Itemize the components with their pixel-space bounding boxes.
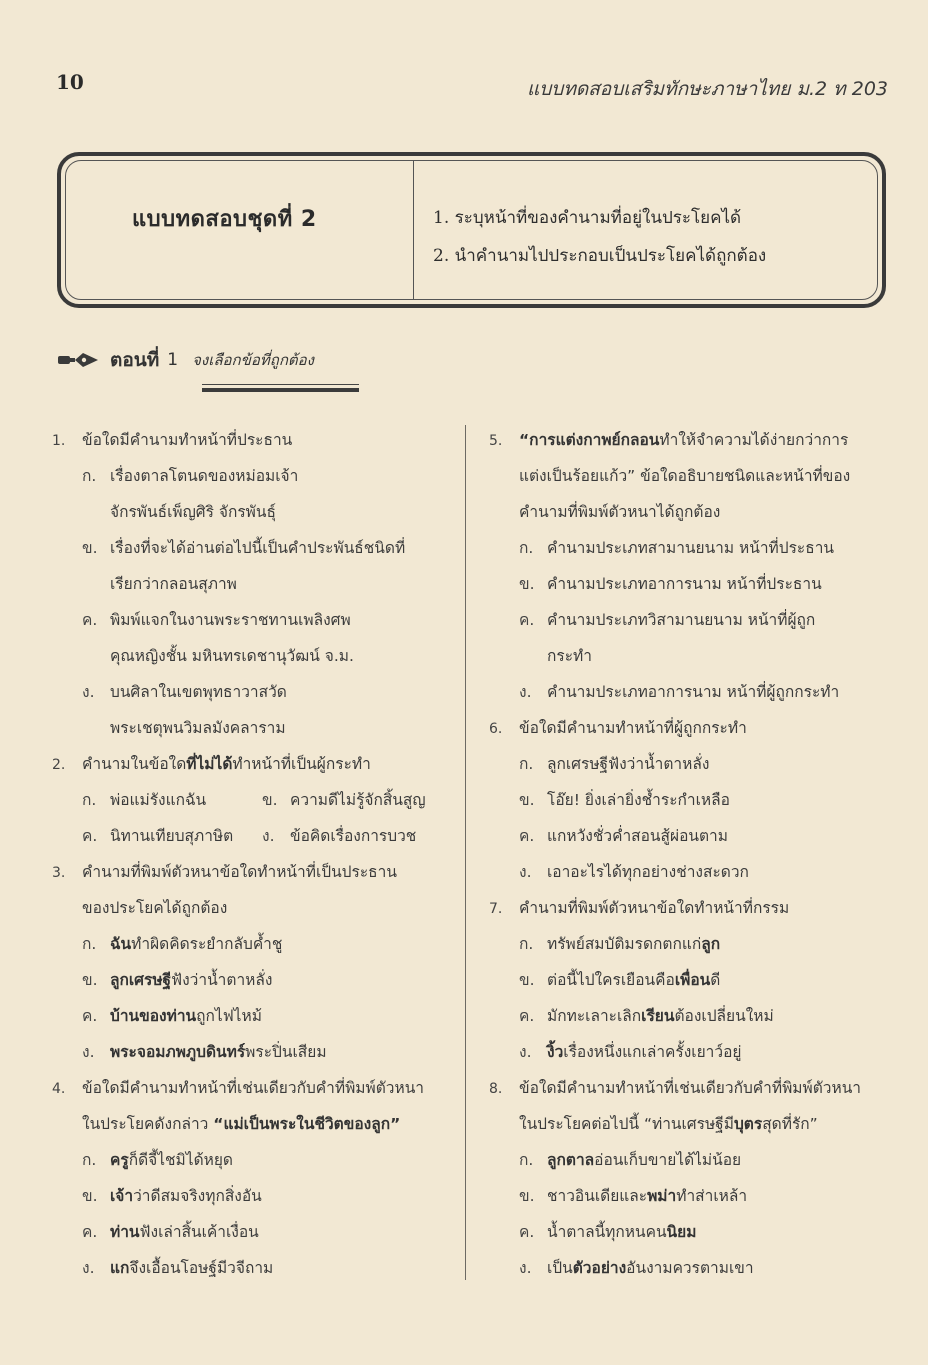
question-stem: 5. “การแต่งกาพย์กลอนทำให้จำความได้ง่ายกว่าการ	[489, 431, 849, 449]
choice-option[interactable]: ก. พ่อแม่รังแกฉัน	[82, 791, 207, 809]
objective-item: 2. นำคำนามไปประกอบเป็นประโยคได้ถูกต้อง	[433, 246, 767, 266]
choice-option[interactable]: ง. งิ้วเรื่องหนึ่งแกเล่าครั้งเยาว์อยู่	[519, 1043, 742, 1061]
question-stem: 3. คำนามที่พิมพ์ตัวหนาข้อใดทำหน้าที่เป็นประธาน	[52, 863, 397, 881]
choice-continuation: จักรพันธ์เพ็ญศิริ จักรพันธุ์	[110, 503, 276, 521]
choice-option[interactable]: ง. แกจึงเอื้อนโอษฐ์มีวจีถาม	[82, 1259, 274, 1277]
question-stem-continuation: ในประโยคดังกล่าว “แม่เป็นพระในชีวิตของลูก”	[82, 1115, 401, 1133]
choice-option[interactable]: ข. เรื่องที่จะได้อ่านต่อไปนี้เป็นคำประพันธ์ชนิดที่	[82, 539, 406, 557]
question-stem: 2. คำนามในข้อใดที่ไม่ได้ทำหน้าที่เป็นผู้กระทำ	[52, 755, 371, 773]
choice-option[interactable]: ข. เจ้าว่าดีสมจริงทุกสิ่งอัน	[82, 1187, 262, 1205]
choice-option[interactable]: ง. ข้อคิดเรื่องการบวช	[262, 827, 417, 845]
question-stem: 7. คำนามที่พิมพ์ตัวหนาข้อใดทำหน้าที่กรรม	[489, 899, 790, 917]
choice-option[interactable]: ก. เรื่องตาลโตนดของหม่อมเจ้า	[82, 467, 299, 485]
objective-box-inner-border	[65, 160, 878, 300]
heading-underline	[202, 384, 359, 392]
choice-option[interactable]: ข. ลูกเศรษฐีฟังว่าน้ำตาหลั่ง	[82, 971, 273, 989]
choice-option[interactable]: ค. น้ำตาลนี้ทุกหนคนนิยม	[519, 1223, 697, 1241]
running-header: แบบทดสอบเสริมทักษะภาษาไทย ม.2 ท 203	[526, 78, 888, 100]
choice-option[interactable]: ค. นิทานเทียบสุภาษิต	[82, 827, 234, 845]
choice-option[interactable]: ก. ครูก็ดีจี้ไชมิได้หยุด	[82, 1151, 233, 1169]
choice-option[interactable]: ค. มักทะเลาะเลิกเรียนต้องเปลี่ยนใหม่	[519, 1007, 774, 1025]
choice-continuation: กระทำ	[547, 647, 592, 665]
question-stem: 6. ข้อใดมีคำนามทำหน้าที่ผู้ถูกกระทำ	[489, 719, 747, 737]
choice-option[interactable]: ค. บ้านของท่านถูกไฟไหม้	[82, 1007, 262, 1025]
choice-row	[52, 782, 452, 818]
section-number: 1	[167, 350, 179, 370]
right-column	[489, 422, 899, 1286]
objective-item: 1. ระบุหน้าที่ของคำนามที่อยู่ในประโยคได้	[433, 208, 742, 228]
pen-nib-icon	[58, 351, 102, 369]
section-instruction: จงเลือกข้อที่ถูกต้อง	[192, 351, 315, 369]
choice-option[interactable]: ค. คำนามประเภทวิสามานยนาม หน้าที่ผู้ถูก	[519, 611, 816, 629]
choice-option[interactable]: ข. ชาวอินเดียและพม่าทำส่าเหล้า	[519, 1187, 748, 1205]
choice-option[interactable]: ข. โอ๊ย! ยิ่งเล่ายิ่งช้ำระกำเหลือ	[519, 791, 730, 809]
question-stem-continuation: แต่งเป็นร้อยแก้ว” ข้อใดอธิบายชนิดและหน้าที่ของ	[519, 467, 851, 485]
section-label: ตอนที่	[110, 349, 160, 371]
question-stem: 8. ข้อใดมีคำนามทำหน้าที่เช่นเดียวกับคำที่พิมพ์ตัวหนา	[489, 1079, 862, 1097]
choice-option[interactable]: ง. บนศิลาในเขตพุทธาวาสวัด	[82, 683, 287, 701]
choice-option[interactable]: ง. คำนามประเภทอาการนาม หน้าที่ผู้ถูกกระทำ	[519, 683, 840, 701]
test-set-title: แบบทดสอบชุดที่ 2	[132, 207, 317, 232]
page-number: 10	[56, 70, 84, 94]
box-divider	[413, 161, 414, 299]
objectives-list	[433, 199, 766, 275]
choice-option[interactable]: ข. ความดีไม่รู้จักสิ้นสูญ	[262, 791, 426, 809]
section-heading	[58, 345, 314, 375]
question-stem-continuation: ในประโยคต่อไปนี้ “ท่านเศรษฐีมีบุตรสุดที่รัก”	[519, 1115, 818, 1133]
choice-row	[52, 818, 452, 854]
choice-option[interactable]: ก. ลูกตาลอ่อนเก็บขายได้ไม่น้อย	[519, 1151, 742, 1169]
choice-option[interactable]: ข. ต่อนี้ไปใครเยือนคือเพื่อนดี	[519, 971, 721, 989]
question-stem-continuation: ของประโยคได้ถูกต้อง	[82, 899, 228, 917]
question-stem: 1. ข้อใดมีคำนามทำหน้าที่ประธาน	[52, 431, 293, 449]
choice-option[interactable]: ง. พระจอมภพภูบดินทร์พระปิ่นเสียม	[82, 1043, 327, 1061]
choice-option[interactable]: ค. แกหวังชั่วค่ำสอนสู้ผ่อนตาม	[519, 827, 728, 845]
question-stem-continuation: คำนามที่พิมพ์ตัวหนาได้ถูกต้อง	[519, 503, 721, 521]
left-column	[52, 422, 452, 1286]
question-stem: 4. ข้อใดมีคำนามทำหน้าที่เช่นเดียวกับคำที่พิมพ์ตัวหนา	[52, 1079, 425, 1097]
choice-option[interactable]: ค. พิมพ์แจกในงานพระราชทานเพลิงศพ	[82, 611, 351, 629]
column-divider	[465, 425, 466, 1280]
choice-continuation: คุณหญิงชั้น มหินทรเดชานุวัฒน์ จ.ม.	[110, 647, 354, 665]
choice-option[interactable]: ค. ท่านฟังเล่าสิ้นเค้าเงื่อน	[82, 1223, 259, 1241]
choice-option[interactable]: ง. เป็นตัวอย่างอันงามควรตามเขา	[519, 1259, 754, 1277]
choice-option[interactable]: ก. ฉันทำผิดคิดระยำกลับค้ำชู	[82, 935, 283, 953]
choice-option[interactable]: ก. คำนามประเภทสามานยนาม หน้าที่ประธาน	[519, 539, 834, 557]
choice-option[interactable]: ก. ทรัพย์สมบัติมรดกตกแก่ลูก	[519, 935, 721, 953]
choice-option[interactable]: ก. ลูกเศรษฐีฟังว่าน้ำตาหลั่ง	[519, 755, 710, 773]
choice-option[interactable]: ข. คำนามประเภทอาการนาม หน้าที่ประธาน	[519, 575, 822, 593]
choice-continuation: เรียกว่ากลอนสุภาพ	[110, 575, 237, 593]
objective-box	[57, 152, 886, 308]
choice-option[interactable]: ง. เอาอะไรได้ทุกอย่างช่างสะดวก	[519, 863, 749, 881]
choice-continuation: พระเชตุพนวิมลมังคลาราม	[110, 719, 286, 737]
